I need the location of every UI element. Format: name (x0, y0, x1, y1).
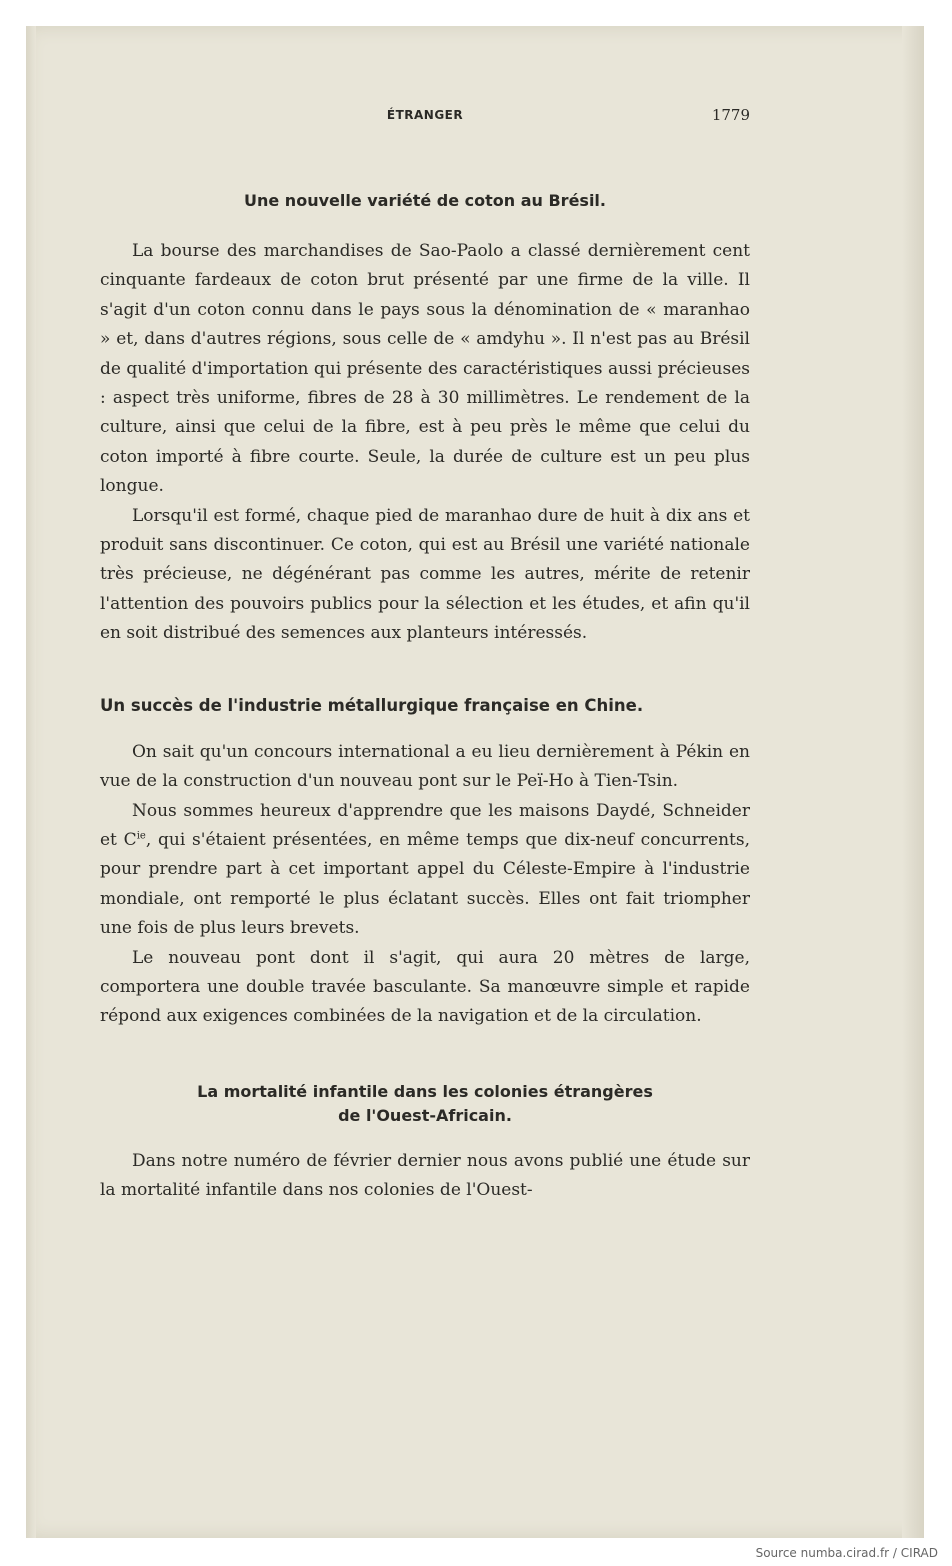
page-number: 1779 (711, 106, 750, 124)
paragraph: Dans notre numéro de février dernier nous avons publié une étude sur la mortalité infantile dans nos colonies de l'Ouest- (100, 1150, 750, 1201)
page-content (100, 104, 750, 1206)
paragraph-text: , qui s'étaient présentées, en même temps que dix-neuf concurrents, pour prendre part à cet important appel du Céleste-Empire à l'industrie mondiale, ont remporté le plus éclatant succès. Elles ont fait triompher une fois de plus leurs brevets. (100, 829, 750, 939)
paragraph-text: Nous sommes heureux d'apprendre que les maisons Daydé, Schneider et C (100, 800, 750, 850)
running-title: ÉTRANGER (386, 108, 464, 122)
paragraph: On sait qu'un concours international a eu lieu dernièrement à Pékin en vue de la construction d'un nouveau pont sur le Peï-Ho à Tien-Tsin. (100, 741, 750, 792)
paragraph (100, 797, 750, 944)
running-head (100, 104, 750, 132)
superscript: ie (136, 830, 146, 842)
article-title-mortalite (100, 1080, 750, 1128)
title-line: La mortalité infantile dans les colonies étrangères (197, 1081, 653, 1101)
article-title-industrie: Un succès de l'industrie métallurgique française en Chine. (100, 695, 644, 715)
paragraph: La bourse des marchandises de Sao-Paolo a classé dernièrement cent cinquante fardeaux de coton brut présenté par une firme de la ville. Il s'agit d'un coton connu dans le pays sous la dénomination de « maranhao » et, dans d'autres régions, sous celle de « amdyhu ». Il n'est pas au Brésil de qualité d'importation qui présente des caractéristiques aussi précieuses : aspect très uniforme, fibres de 28 à 30 millimètres. Le rendement de la culture, ainsi que celui de la fibre, est à peu près le même que celui du coton importé à fibre courte. Seule, la durée de culture est un peu plus longue. (100, 241, 750, 497)
source-credit: Source numba.cirad.fr / CIRAD (755, 1546, 938, 1560)
page-edge (902, 26, 924, 1538)
title-line: de l'Ouest-Africain. (338, 1105, 512, 1125)
paragraph: Lorsqu'il est formé, chaque pied de maranhao dure de huit à dix ans et produit sans discontinuer. Ce coton, qui est au Brésil une variété nationale très précieuse, ne dégénérant pas comme les autres, mérite de retenir l'attention des pouvoirs publics pour la sélection et les études, et afin qu'il en soit distribué des semences aux planteurs intéressés. (100, 505, 750, 644)
paragraph: Le nouveau pont dont il s'agit, qui aura 20 mètres de large, comportera une double travée basculante. Sa manœuvre simple et rapide répond aux exigences combinées de la navigation et de la circulation. (100, 947, 750, 1027)
article-title-coton: Une nouvelle variété de coton au Brésil. (244, 191, 606, 210)
page-spine-shadow (26, 26, 36, 1538)
